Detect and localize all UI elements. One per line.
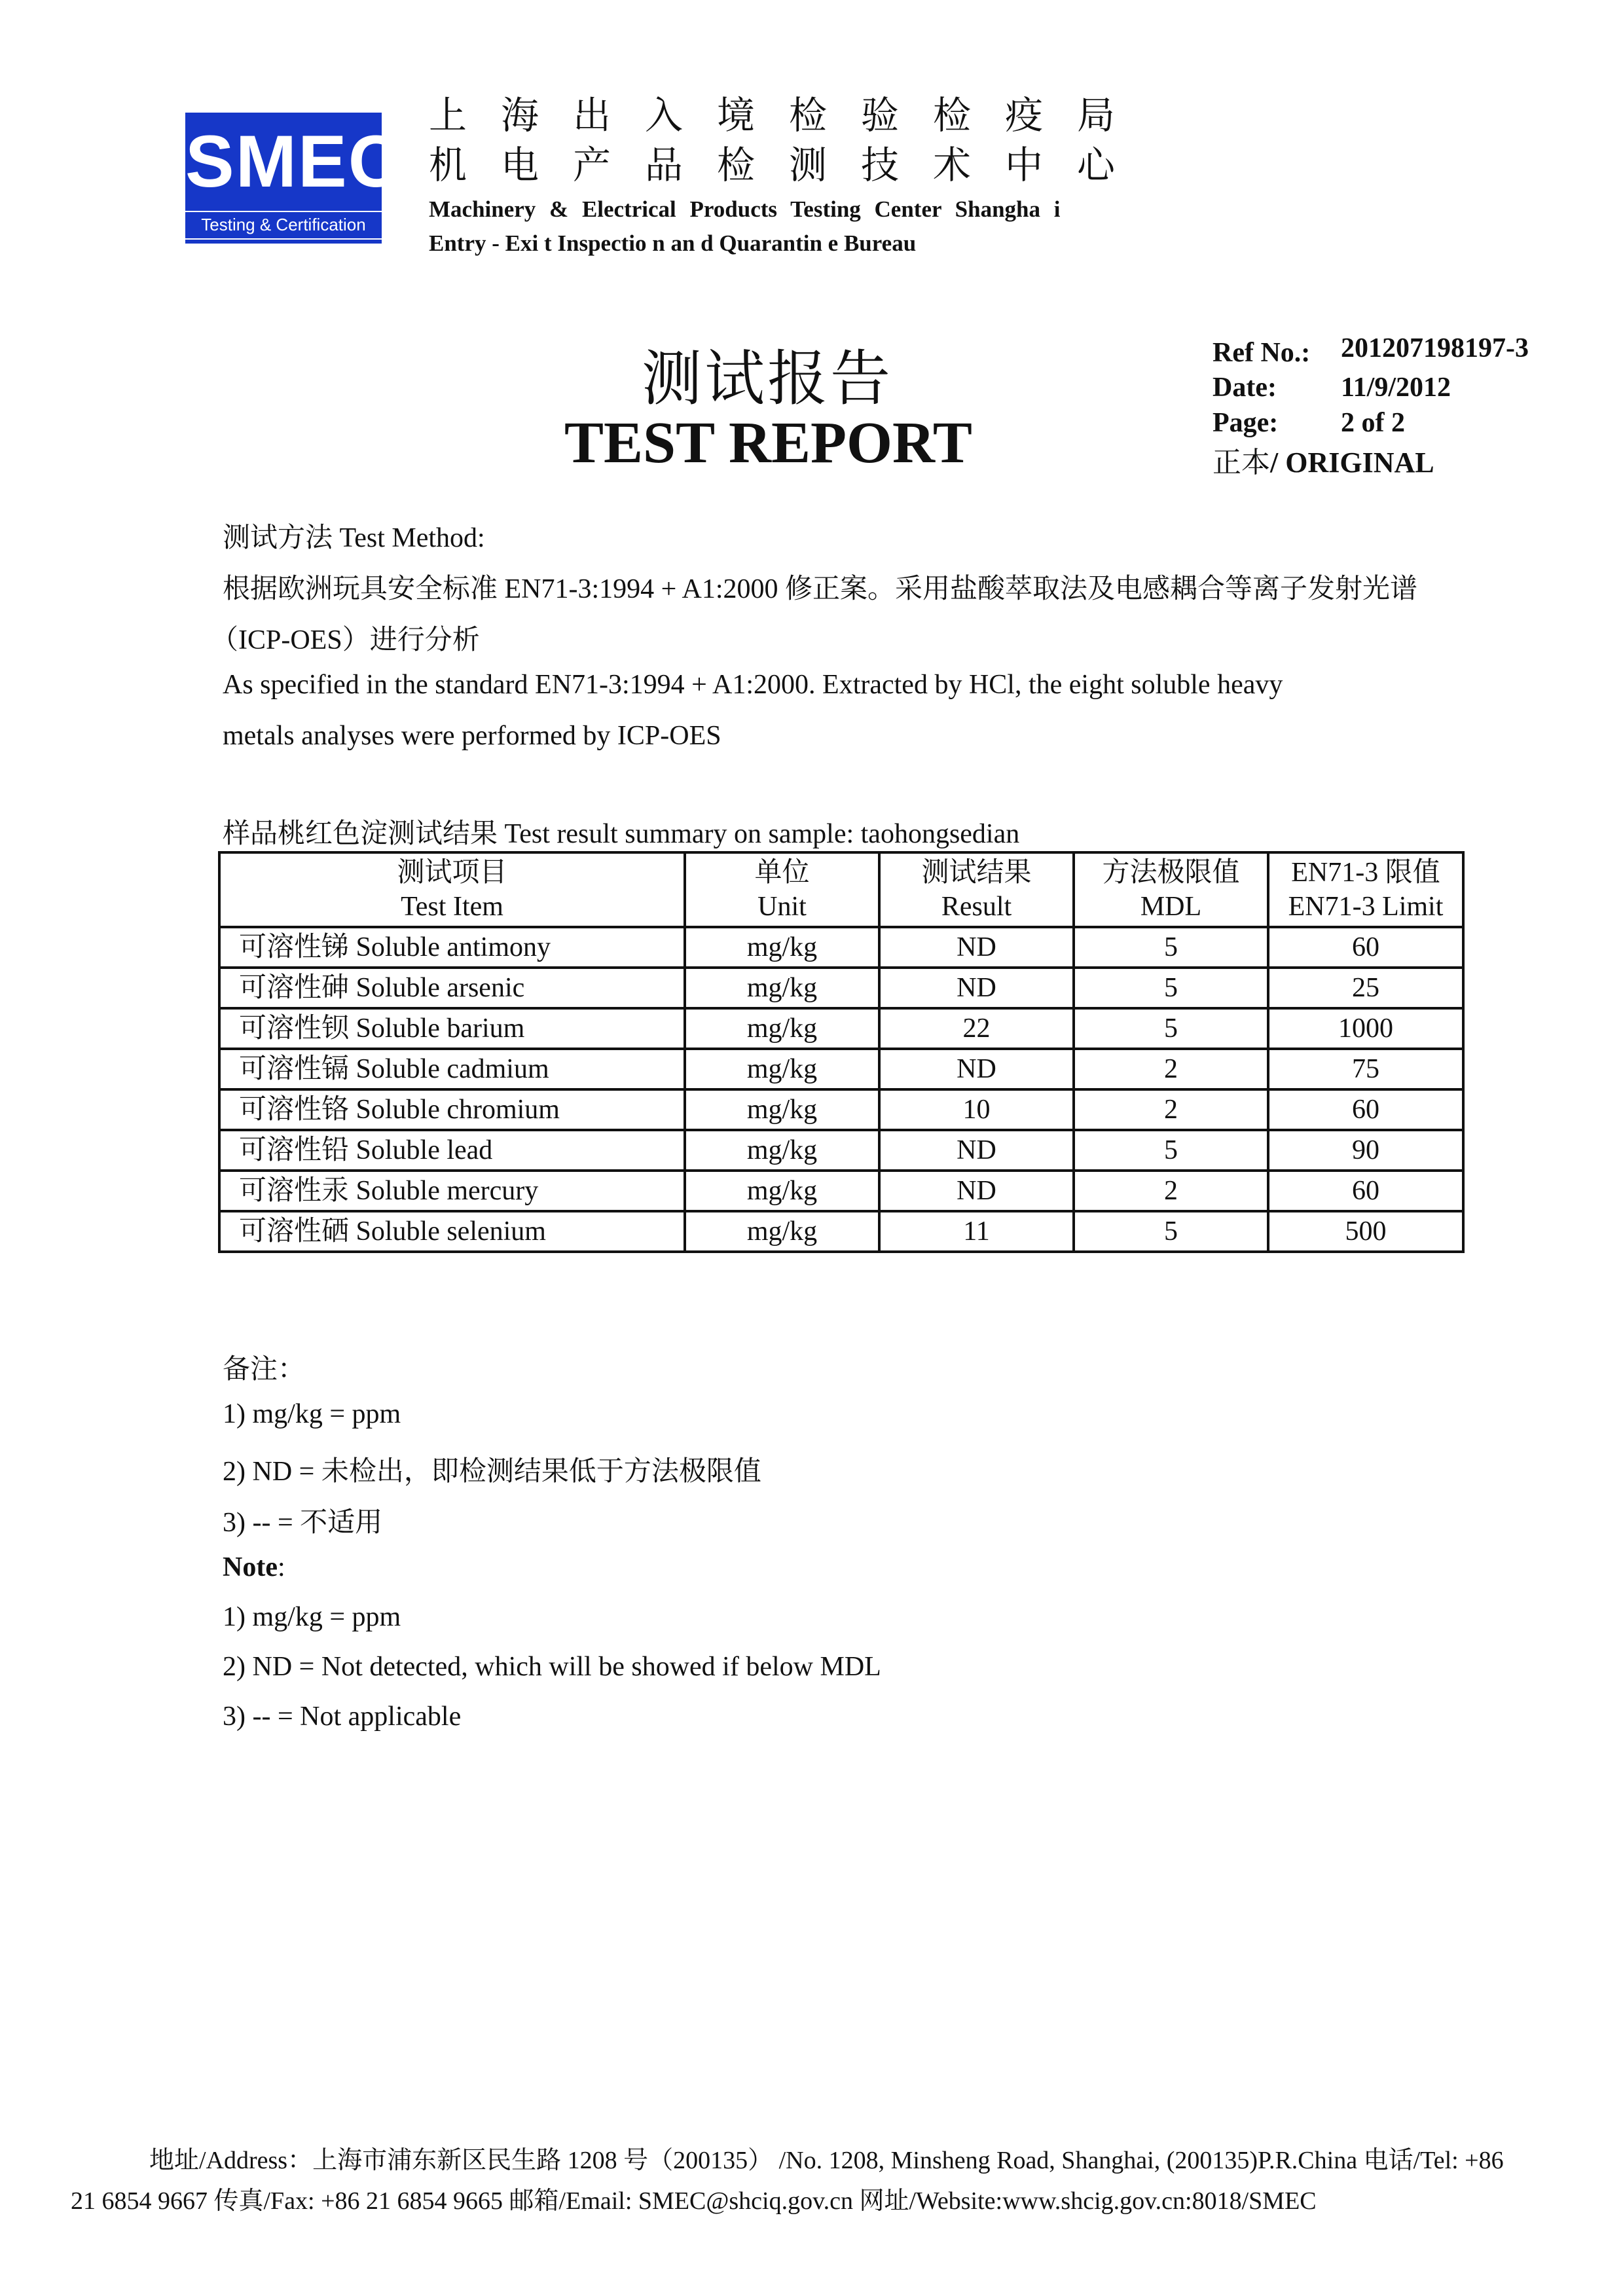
- org-name-en-line2: Entry - Exi t Inspectio n an d Quarantin e Bureau: [429, 230, 917, 256]
- table-row: [219, 968, 1463, 1008]
- table-row: [219, 1171, 1463, 1211]
- cell-mdl: 5: [1074, 1211, 1268, 1252]
- report-title-en: TEST REPORT: [564, 410, 972, 475]
- page-label: Page:: [1213, 408, 1279, 438]
- table-row: [219, 1008, 1463, 1049]
- note-heading: [223, 1552, 285, 1583]
- method-cn-line1: 根据欧洲玩具安全标准 EN71-3:1994 + A1:2000 修正案。采用盐酸萃取法及电感耦合等离子发射光谱: [223, 574, 1418, 604]
- ref-no-label: Ref No.:: [1213, 338, 1311, 368]
- note-item: 2) ND = Not detected, which will be showed if below MDL: [223, 1652, 881, 1682]
- table-row: [219, 1130, 1463, 1171]
- remark-item: 1) mg/kg = ppm: [223, 1399, 401, 1429]
- cell-unit: mg/kg: [685, 1211, 879, 1252]
- cell-limit: 60: [1268, 1089, 1463, 1130]
- cell-limit: 25: [1268, 968, 1463, 1008]
- smec-logo: [185, 113, 403, 244]
- ref-no-value: 201207198197-3: [1341, 333, 1529, 363]
- cell-result: ND: [879, 1130, 1074, 1171]
- cell-unit: mg/kg: [685, 1130, 879, 1171]
- method-heading: 测试方法 Test Method:: [223, 523, 485, 553]
- table-row: [219, 1049, 1463, 1089]
- report-title-cn: 测试报告: [642, 346, 894, 412]
- cell-item: 可溶性汞 Soluble mercury: [219, 1171, 685, 1211]
- table-row: [219, 927, 1463, 968]
- logo-tagline-bar: [185, 212, 382, 238]
- cell-mdl: 5: [1074, 1008, 1268, 1049]
- cell-limit: 500: [1268, 1211, 1463, 1252]
- cell-mdl: 2: [1074, 1049, 1268, 1089]
- cell-result: 10: [879, 1089, 1074, 1130]
- cell-unit: mg/kg: [685, 1089, 879, 1130]
- method-en-line1: As specified in the standard EN71-3:1994 + A1:2000. Extracted by HCl, the eight soluble heavy: [223, 670, 1283, 700]
- cell-item: 可溶性砷 Soluble arsenic: [219, 968, 685, 1008]
- cell-mdl: 2: [1074, 1089, 1268, 1130]
- cell-item: 可溶性锑 Soluble antimony: [219, 927, 685, 968]
- logo-underline: [185, 240, 382, 244]
- original-cn: 正本: [1213, 446, 1270, 479]
- header-test-item: 测试项目 Test Item: [219, 852, 685, 927]
- cell-limit: 75: [1268, 1049, 1463, 1089]
- cell-item: 可溶性铅 Soluble lead: [219, 1130, 685, 1171]
- table-row: [219, 1089, 1463, 1130]
- cell-unit: mg/kg: [685, 1008, 879, 1049]
- note-heading-colon: :: [277, 1552, 285, 1582]
- org-name-cn-line2: 机电产品检测技术中心: [429, 144, 1150, 187]
- cell-mdl: 5: [1074, 968, 1268, 1008]
- summary-heading: 样品桃红色淀测试结果 Test result summary on sample: taohongsedian: [223, 819, 1020, 849]
- cell-result: ND: [879, 927, 1074, 968]
- cell-limit: 60: [1268, 1171, 1463, 1211]
- original-stamp: [1213, 439, 1434, 481]
- page-value: 2 of 2: [1341, 408, 1405, 438]
- table-row: [219, 1211, 1463, 1252]
- table-header-row: [219, 852, 1463, 927]
- cell-item: 可溶性硒 Soluble selenium: [219, 1211, 685, 1252]
- original-en: / ORIGINAL: [1270, 446, 1434, 479]
- header-unit: 单位 Unit: [685, 852, 879, 927]
- cell-limit: 90: [1268, 1130, 1463, 1171]
- cell-mdl: 2: [1074, 1171, 1268, 1211]
- cell-unit: mg/kg: [685, 927, 879, 968]
- method-en-line2: metals analyses were performed by ICP-OES: [223, 721, 721, 751]
- footer-line2: 21 6854 9667 传真/Fax: +86 21 6854 9665 邮箱/Email: SMEC@shciq.gov.cn 网址/Website:www.shcig.gov.cn:8018/SMEC: [71, 2187, 1317, 2215]
- header-mdl: 方法极限值 MDL: [1074, 852, 1268, 927]
- cell-mdl: 5: [1074, 927, 1268, 968]
- date-value: 11/9/2012: [1341, 373, 1451, 403]
- note-item: 3) -- = Not applicable: [223, 1702, 462, 1732]
- cell-result: 22: [879, 1008, 1074, 1049]
- logo-brand: SMEC: [185, 120, 403, 202]
- cell-result: ND: [879, 1049, 1074, 1089]
- cell-result: ND: [879, 968, 1074, 1008]
- org-name-cn-line1: 上海出入境检验检疫局: [429, 94, 1150, 137]
- cell-result: 11: [879, 1211, 1074, 1252]
- logo-tagline: Testing & Certification: [201, 215, 366, 234]
- note-heading-label: Note: [223, 1552, 278, 1582]
- method-cn-line2: （ICP-OES）进行分析: [211, 625, 480, 655]
- results-table: [218, 851, 1465, 1253]
- cell-result: ND: [879, 1171, 1074, 1211]
- date-label: Date:: [1213, 373, 1277, 403]
- remarks-heading: 备注：: [223, 1355, 306, 1385]
- cell-item: 可溶性铬 Soluble chromium: [219, 1089, 685, 1130]
- cell-unit: mg/kg: [685, 1049, 879, 1089]
- cell-limit: 60: [1268, 927, 1463, 968]
- cell-unit: mg/kg: [685, 968, 879, 1008]
- cell-limit: 1000: [1268, 1008, 1463, 1049]
- cell-mdl: 5: [1074, 1130, 1268, 1171]
- cell-item: 可溶性钡 Soluble barium: [219, 1008, 685, 1049]
- footer-line1: 地址/Address：上海市浦东新区民生路 1208 号（200135） /No. 1208, Minsheng Road, Shanghai, (200135)P.R.China 电话/Tel: +86: [149, 2147, 1504, 2174]
- remark-item: 3) -- = 不适用: [223, 1508, 383, 1538]
- header-result: 测试结果 Result: [879, 852, 1074, 927]
- cell-item: 可溶性镉 Soluble cadmium: [219, 1049, 685, 1089]
- cell-unit: mg/kg: [685, 1171, 879, 1211]
- header-limit: EN71-3 限值 EN71-3 Limit: [1268, 852, 1463, 927]
- remark-item: 2) ND = 未检出，即检测结果低于方法极限值: [223, 1457, 761, 1487]
- org-name-en-line1: Machinery & Electrical Products Testing Center Shangha i: [429, 196, 1061, 222]
- note-item: 1) mg/kg = ppm: [223, 1602, 401, 1632]
